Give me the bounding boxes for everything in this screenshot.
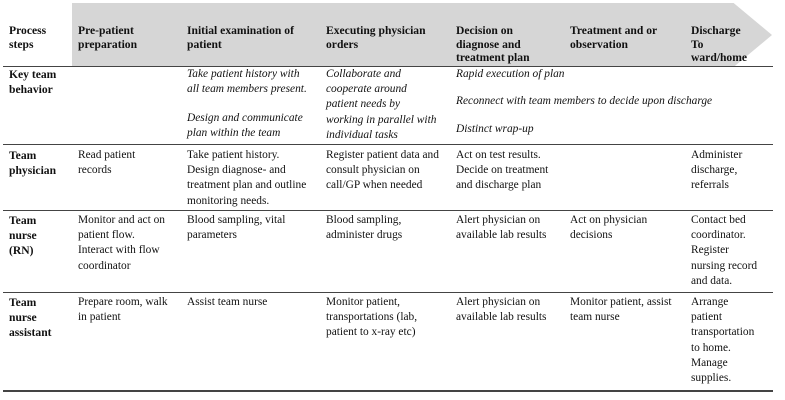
- key-behavior-rapid-execution: Rapid execution of plan: [456, 68, 565, 80]
- physician-pre-patient: Read patient records: [78, 149, 136, 177]
- assistant-discharge: Arrange patient transportation to home. Manage supplies.: [691, 296, 755, 385]
- nurse-executing: Blood sampling, administer drugs: [326, 214, 403, 242]
- physician-discharge: Administer discharge, referrals: [691, 149, 743, 192]
- key-behavior-executing: Collaborate and cooperate around patient needs by working in parallel with individual tasks: [326, 68, 437, 141]
- nurse-discharge: Contact bed coordinator. Register nursing record and data.: [691, 214, 758, 287]
- row-rule: [3, 292, 773, 293]
- header-treatment: Treatment and or observation: [570, 24, 658, 51]
- assistant-executing: Monitor patient, transportations (lab, patient to x-ray etc): [326, 296, 418, 339]
- key-behavior-wrap-up: Distinct wrap-up: [456, 123, 534, 135]
- row-head-key-team-behavior: Key team behavior: [9, 68, 57, 97]
- row-rule: [3, 144, 773, 145]
- physician-initial: Take patient history. Design diagnose- and treatment plan and outline monitoring needs.: [187, 149, 307, 207]
- header-initial-examination: Initial examination of patient: [187, 24, 294, 51]
- nurse-initial: Blood sampling, vital parameters: [187, 214, 286, 242]
- nurse-decision: Alert physician on available lab results: [456, 214, 547, 242]
- assistant-initial: Assist team nurse: [187, 296, 268, 308]
- assistant-treatment: Monitor patient, assist team nurse: [570, 296, 672, 324]
- row-head-team-nurse-assistant: Team nurse assistant: [9, 296, 52, 340]
- nurse-pre-patient: Monitor and act on patient flow. Interact with flow coordinator: [78, 214, 165, 272]
- row-head-team-physician: Team physician: [9, 149, 57, 178]
- header-decision: Decision on diagnose and treatment plan: [456, 24, 530, 64]
- key-behavior-initial-history: Take patient history with all team members present.: [187, 68, 307, 96]
- row-rule: [3, 210, 773, 211]
- key-behavior-initial-design: Design and communicate plan within the team: [187, 112, 303, 140]
- header-pre-patient: Pre-patient preparation: [78, 24, 138, 51]
- header-discharge: Discharge To ward/home: [691, 24, 748, 64]
- assistant-pre-patient: Prepare room, walk in patient: [78, 296, 168, 324]
- assistant-decision: Alert physician on available lab results: [456, 296, 547, 324]
- header-executing-orders: Executing physician orders: [326, 24, 426, 51]
- header-process-steps: Process steps: [9, 24, 47, 51]
- physician-executing: Register patient data and consult physician on call/GP when needed: [326, 149, 439, 192]
- bottom-rule: [3, 390, 773, 392]
- key-behavior-reconnect: Reconnect with team members to decide upon discharge: [456, 95, 713, 107]
- nurse-treatment: Act on physician decisions: [570, 214, 648, 242]
- row-head-team-nurse: Team nurse (RN): [9, 214, 37, 258]
- physician-decision: Act on test results. Decide on treatment and discharge plan: [456, 149, 549, 192]
